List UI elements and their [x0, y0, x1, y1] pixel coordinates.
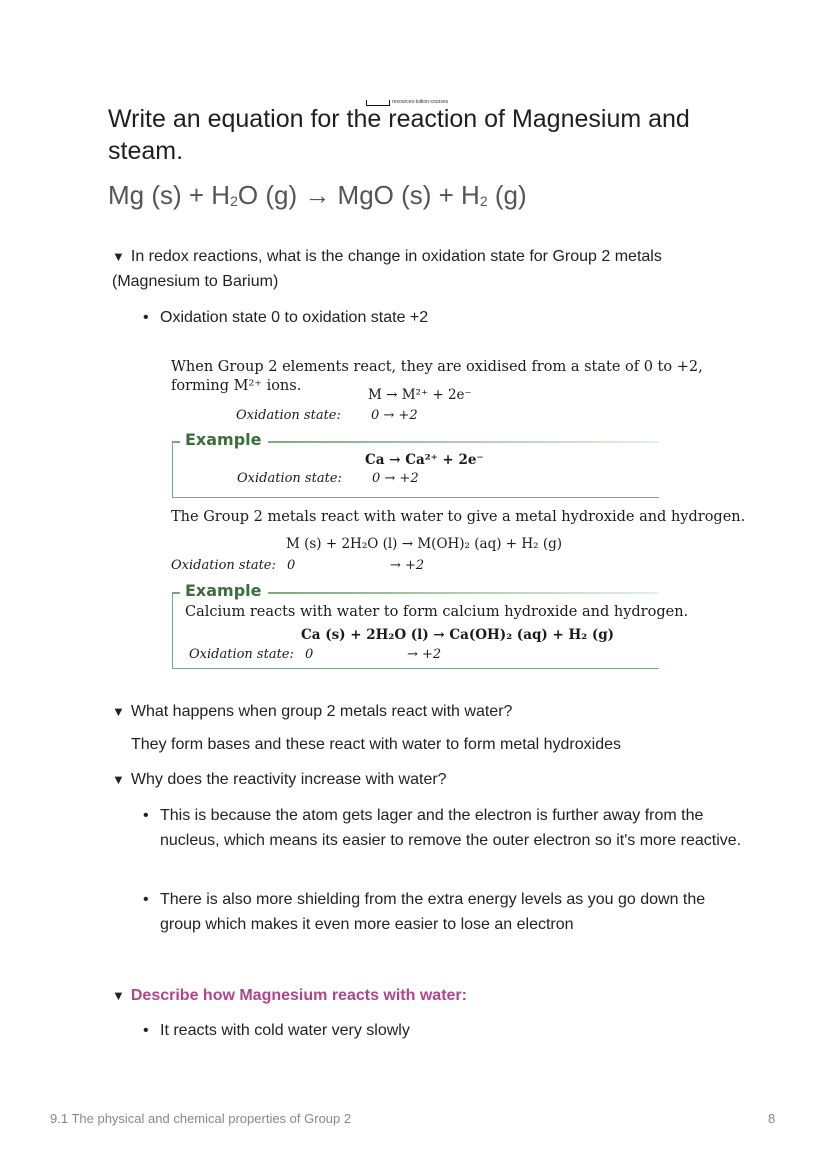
eq-sub: 2 [479, 193, 488, 209]
triangle-down-icon[interactable]: ▼ [112, 988, 125, 1003]
excerpt-equation: M → M²⁺ + 2e⁻ [368, 387, 472, 403]
excerpt-line: Calcium reacts with water to form calcium hydroxide and hydrogen. [185, 604, 689, 620]
page-heading: Write an equation for the reaction of Magnesium and steam. [108, 105, 690, 165]
example-title: Example [185, 581, 268, 600]
oxidation-value: 0 [305, 647, 314, 662]
toggle-reactivity-question[interactable] [112, 767, 752, 792]
footer-title: 9.1 The physical and chemical properties of Group 2 [50, 1111, 352, 1126]
list-item [143, 803, 743, 853]
bullet-icon: • [143, 1022, 149, 1039]
bullet-icon: • [143, 309, 149, 326]
watermark-text: resources-tuition-courses [392, 99, 449, 105]
toggle-water-question[interactable] [112, 699, 752, 724]
oxidation-value: → +2 [390, 558, 425, 573]
toggle-magnesium-water-question[interactable] [112, 983, 752, 1008]
page-number: 8 [768, 1111, 776, 1126]
question-text: In redox reactions, what is the change in oxidation state for Group 2 metals (Magnesium to Barium) [112, 248, 662, 290]
excerpt-equation: Ca (s) + 2H₂O (l) → Ca(OH)₂ (aq) + H₂ (g) [301, 627, 615, 643]
excerpt-line: forming M²⁺ ions. [171, 378, 302, 394]
bullet-text: Oxidation state 0 to oxidation state +2 [160, 309, 429, 326]
bullet-text: It reacts with cold water very slowly [160, 1022, 410, 1039]
toggle-redox-question[interactable] [112, 244, 752, 294]
answer-text: They form bases and these react with water to form metal hydroxides [131, 736, 621, 753]
magnesium-steam-equation [108, 180, 527, 211]
excerpt-equation: M (s) + 2H₂O (l) → M(OH)₂ (aq) + H₂ (g) [286, 536, 563, 552]
list-item [143, 1018, 743, 1043]
eq-part: (g) [487, 180, 527, 210]
triangle-down-icon[interactable]: ▼ [112, 772, 125, 787]
oxidation-value: 0 [287, 558, 296, 573]
oxidation-label: Oxidation state: [237, 471, 342, 486]
oxidation-label: Oxidation state: [236, 408, 341, 423]
triangle-down-icon[interactable]: ▼ [112, 704, 125, 719]
question-text: Why does the reactivity increase with water? [130, 771, 447, 788]
bullet-icon: • [143, 807, 149, 824]
question-text: Describe how Magnesium reacts with water: [130, 987, 467, 1004]
oxidation-label: Oxidation state: [171, 558, 276, 573]
textbook-excerpt [170, 355, 746, 675]
example-box [172, 430, 659, 498]
eq-part: Mg (s) + H [108, 180, 231, 210]
oxidation-value: 0 → +2 [372, 471, 419, 486]
bullet-icon: • [143, 891, 149, 908]
eq-part: O (g) → MgO (s) + H [237, 180, 480, 210]
excerpt-line: When Group 2 elements react, they are oxidised from a state of 0 to +2, [171, 359, 703, 375]
excerpt-equation: Ca → Ca²⁺ + 2e⁻ [365, 452, 484, 468]
eq-sub: 2 [230, 193, 238, 209]
list-item [143, 305, 743, 330]
bullet-text: This is because the atom gets lager and the electron is further away from the nucleus, which means its easier to remove the outer electron so it's more reactive. [160, 807, 742, 849]
oxidation-value: → +2 [407, 647, 442, 662]
triangle-down-icon[interactable]: ▼ [112, 249, 125, 264]
oxidation-label: Oxidation state: [189, 647, 294, 662]
question-text: What happens when group 2 metals react with water? [130, 703, 513, 720]
oxidation-value: 0 → +2 [371, 408, 418, 423]
example-title: Example [185, 430, 268, 449]
excerpt-line: The Group 2 metals react with water to give a metal hydroxide and hydrogen. [171, 509, 746, 525]
list-item [143, 887, 743, 937]
bullet-text: There is also more shielding from the extra energy levels as you go down the group which makes it even more easier to lose an electron [160, 891, 706, 933]
example-box [172, 581, 689, 669]
